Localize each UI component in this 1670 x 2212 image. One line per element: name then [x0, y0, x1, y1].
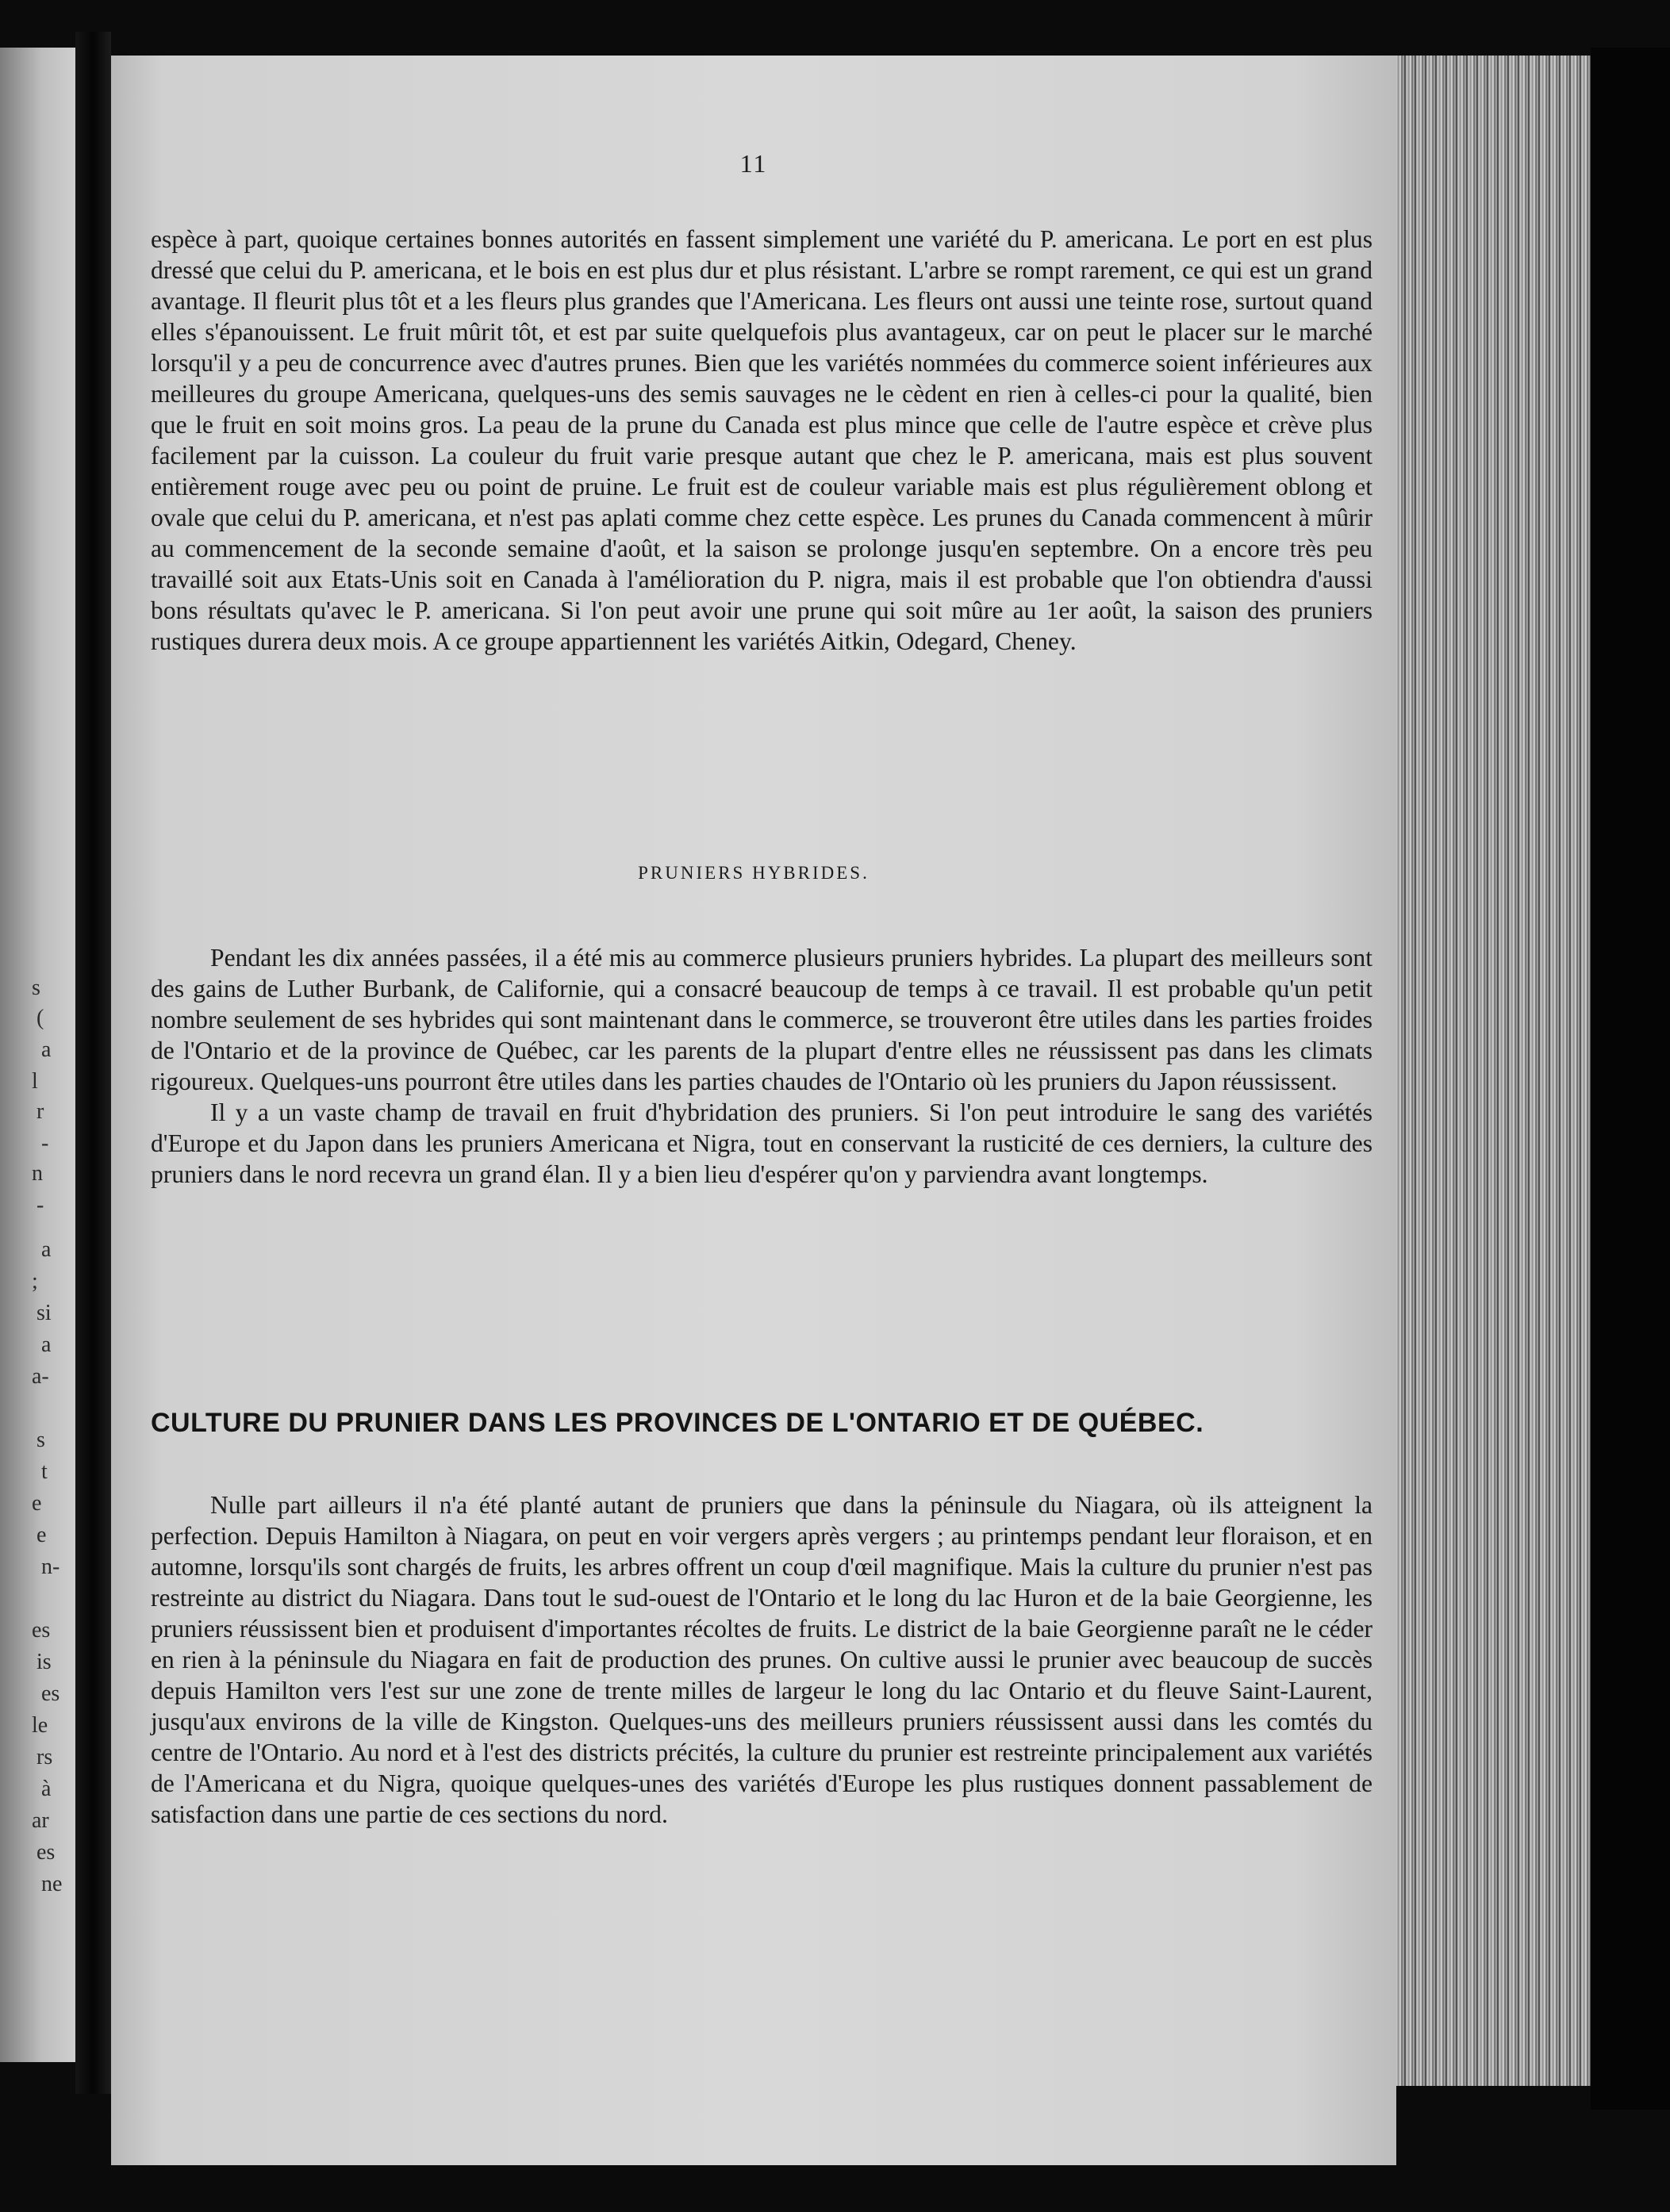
previous-page-fragment: n-	[41, 1555, 60, 1579]
hybrides-section-body	[151, 942, 1372, 1190]
previous-page-fragment: le	[32, 1713, 48, 1738]
previous-page-fragment: e	[36, 1523, 47, 1547]
previous-page-fragment: t	[41, 1459, 48, 1484]
previous-page-fragment: à	[41, 1777, 52, 1801]
previous-page-fragment: a	[41, 1037, 52, 1062]
previous-page-fragment: r	[36, 1099, 44, 1124]
previous-page-fragment: e	[32, 1491, 42, 1516]
previous-page-fragment: l	[32, 1069, 38, 1094]
section-heading-hybrides: PRUNIERS HYBRIDES.	[638, 863, 870, 883]
hybrides-paragraph-2: Il y a un vaste champ de travail en fruit d'hybridation des pruniers. Si l'on peut introduire le sang des variétés d'Europe et du Japon dans les pruniers Americana et Nigra, tout en conservant la rusticité de ces derniers, la culture des pruniers dans le nord recevra un grand élan. Il y a bien lieu d'espérer qu'on y parviendra avant longtemps.	[151, 1098, 1372, 1188]
previous-page-fragment: ar	[32, 1808, 49, 1833]
previous-page-fragment: s	[32, 976, 40, 1000]
culture-paragraph: Nulle part ailleurs il n'a été planté autant de pruniers que dans la péninsule du Niagara, où ils atteignent la perfection. Depuis Hamilton à Niagara, on peut en voir vergers après vergers ; au printemps pendant leur floraison, et en automne, lorsqu'ils sont chargés de fruits, les arbres offrent un coup d'œil magnifique. Mais la culture du prunier n'est pas restreinte au district du Niagara. Dans tout le sud-ouest de l'Ontario et le long du lac Huron et de la baie Georgienne, les pruniers réussissent bien et produisent d'importantes récoltes de fruits. Le district de la baie Georgienne paraît ne le céder en rien à la péninsule du Niagara en fait de production des prunes. On cultive aussi le prunier avec beaucoup de succès depuis Hamilton vers l'est sur une zone de trente milles de largeur le long du lac Ontario et du fleuve Saint-Laurent, jusqu'aux environs de la ville de Kingston. Quelques-uns des meilleurs pruniers réussissent aussi dans les comtés du centre de l'Ontario. Au nord et à l'est des districts précités, la culture du prunier est restreinte principalement aux variétés de l'Americana et du Nigra, quoique quelques-unes des variétés d'Europe les plus rustiques donnent passablement de satisfaction dans une partie de ces sections du nord.	[151, 1491, 1372, 1828]
previous-page-fragment: a	[41, 1237, 52, 1262]
previous-page-fragment: n	[32, 1161, 43, 1186]
previous-page-fragment: es	[41, 1681, 60, 1706]
opening-paragraph	[151, 224, 1372, 657]
scan-border-shadow	[1591, 48, 1670, 2110]
previous-page-fragment: ne	[41, 1872, 63, 1896]
page-number: 11	[739, 149, 768, 178]
previous-page-fragment: -	[36, 1193, 44, 1217]
previous-page-fragment: -	[41, 1131, 49, 1156]
previous-page-fragment: es	[32, 1618, 51, 1643]
previous-page-fragment: s	[36, 1428, 45, 1452]
previous-page-fragment: es	[36, 1840, 56, 1865]
book-page	[111, 56, 1396, 2165]
previous-page-fragment: (	[36, 1006, 44, 1030]
previous-page-fragment: si	[36, 1301, 52, 1325]
previous-page-fragment: a	[41, 1332, 52, 1357]
hybrides-paragraph-1: Pendant les dix années passées, il a été mis au commerce plusieurs pruniers hybrides. La plupart des meilleurs sont des gains de Luther Burbank, de Californie, qui a consacré beaucoup de temps à ce travail. Il est probable qu'un petit nombre seulement de ses hybrides qui sont maintenant dans le commerce, se trouveront être utiles dans les parties froides de l'Ontario et de la province de Québec, car les parents de la plupart d'entre elles ne réussissent pas dans les climats rigoureux. Quelques-uns pourront être utiles dans les parties chaudes de l'Ontario où les pruniers du Japon réussissent.	[151, 944, 1372, 1095]
previous-page-fragment: rs	[36, 1745, 53, 1769]
previous-page-fragment: is	[36, 1650, 52, 1674]
culture-section-body	[151, 1489, 1372, 1830]
opening-paragraph-text: espèce à part, quoique certaines bonnes autorités en fassent simplement une variété du P. americana. Le port en est plus dressé que celui du P. americana, et le bois en est plus dur et plus résistant. L'arbre se rompt rarement, ce qui est un grand avantage. Il fleurit plus tôt et a les fleurs plus grandes que l'Americana. Les fleurs ont aussi une teinte rose, surtout quand elles s'épanouissent. Le fruit mûrit tôt, et est par suite quelquefois plus avantageux, car on peut le placer sur le marché lorsqu'il y a peu de concurrence avec d'autres prunes. Bien que les variétés nommées du commerce soient inférieures aux meilleures du groupe Americana, quelques-uns des semis sauvages ne le cèdent en rien à celles-ci pour la qualité, bien que le fruit en soit moins gros. La peau de la prune du Canada est plus mince que celle de l'autre espèce et crève plus facilement par la cuisson. La couleur du fruit varie presque autant que chez le P. americana, mais est plus souvent entièrement rouge avec peu ou point de pruine. Le fruit est de couleur variable mais est plus régulièrement oblong et ovale que celui du P. americana, et n'est pas aplati comme chez cette espèce. Les prunes du Canada commencent à mûrir au commencement de la seconde semaine d'août, et la saison se prolonge jusqu'en septembre. On a encore très peu travaillé soit aux Etats-Unis soit en Canada à l'amélioration du P. nigra, mais il est probable que l'on obtiendra d'aussi bons résultats qu'avec le P. americana. Si l'on peut avoir une prune qui soit mûre au 1er août, la saison des pruniers rustiques durera deux mois. A ce groupe appartiennent les variétés Aitkin, Odegard, Cheney.	[151, 225, 1372, 655]
previous-page-fragment: ;	[32, 1269, 38, 1294]
chapter-heading-culture: CULTURE DU PRUNIER DANS LES PROVINCES DE L'ONTARIO ET DE QUÉBEC.	[151, 1408, 1204, 1438]
stacked-page-edges	[1396, 56, 1591, 2086]
previous-page-edge	[0, 48, 75, 2062]
book-gutter	[75, 32, 111, 2094]
previous-page-fragment: a-	[32, 1364, 49, 1389]
